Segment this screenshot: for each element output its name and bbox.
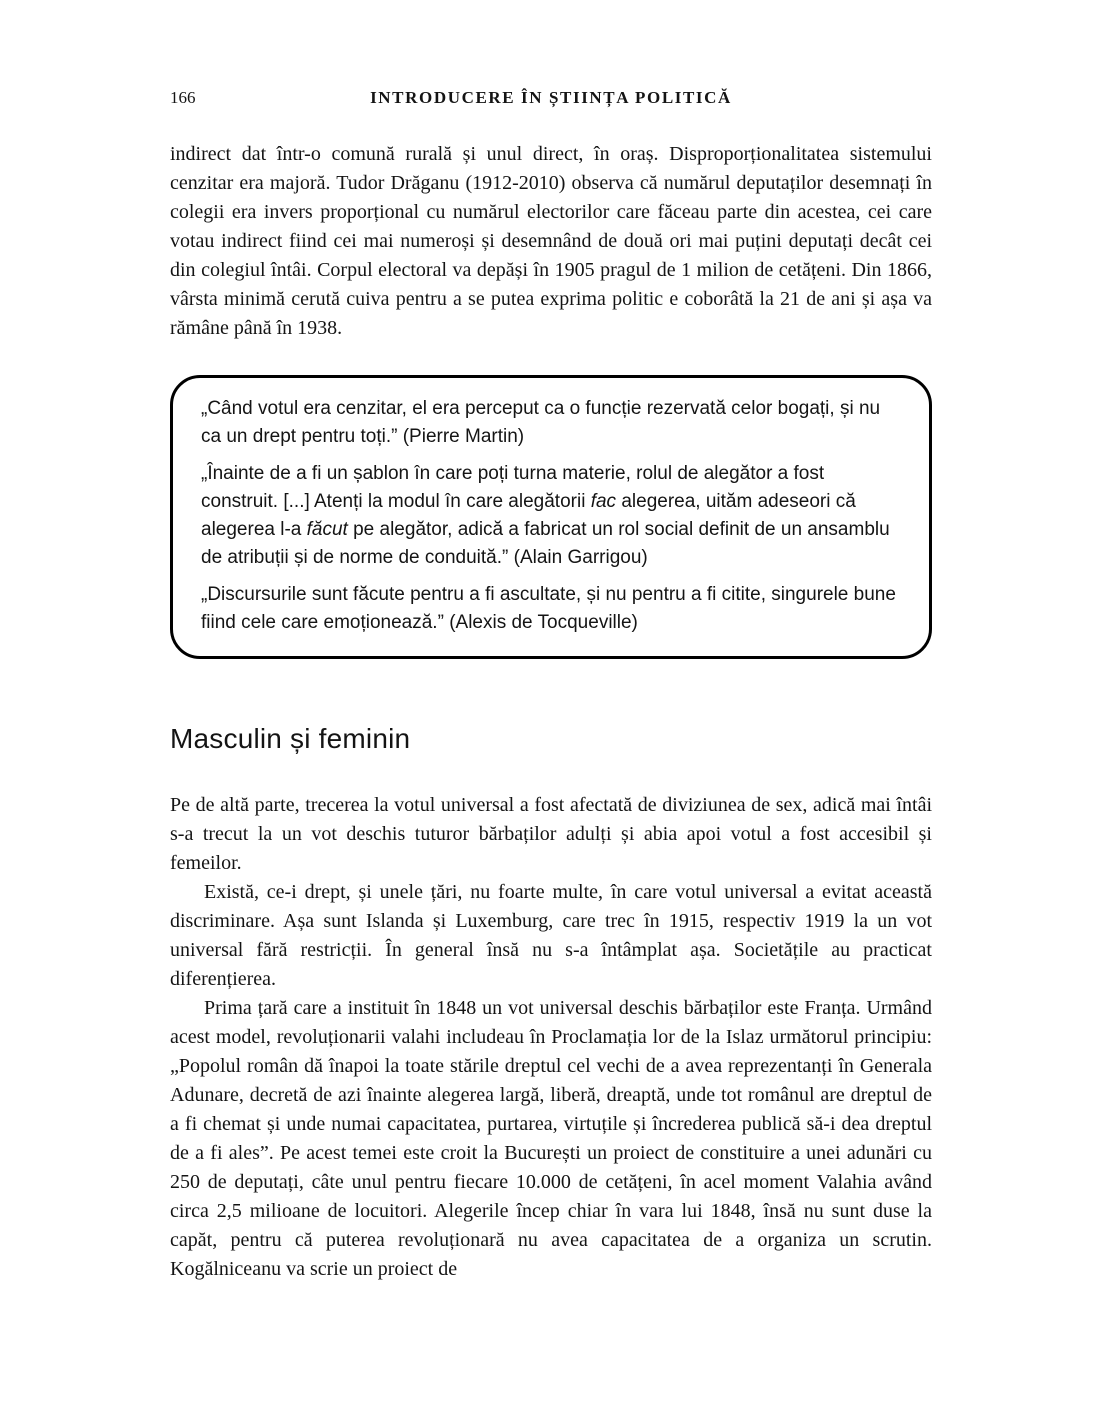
page-number: 166	[170, 88, 196, 107]
section-body	[170, 791, 932, 1284]
paragraph-intro: indirect dat într-o comună rurală și unul direct, în oraș. Disproporționalitatea sistemului cenzitar era majoră. Tudor Drăganu (1912-2010) observa că numărul deputaților desemnați în colegii era invers proporțional cu numărul electorilor care făceau parte din acestea, cei care votau indirect fiind cei mai numeroși și desemnând de două ori mai puțini deputați decât cei din colegiul întâi. Corpul electoral va depăși în 1905 pragul de 1 milion de cetățeni. Din 1866, vârsta minimă cerută cuiva pentru a se putea exprima politic e coborâtă la 21 de ani și așa va rămâne până în 1938.	[170, 143, 932, 339]
quote-text-segment: alegerea, uităm adeseori că alegerea l-a	[201, 491, 856, 540]
quote-tocqueville: „Discursurile sunt făcute pentru a fi ascultate, și nu pentru a fi citite, singurele bune fiind cele care emoționează.” (Alexis de Tocqueville)	[201, 584, 896, 633]
paragraph: Prima țară care a instituit în 1848 un vot universal deschis bărbaților este Franța. Urmând acest model, revoluționarii valahi includeau în Proclamația lor de la Islaz următorul principiu: „Popolul român dă înapoi la toate stările dreptul cel vechi de a avea reprezentanți în Generala Adunare, decretă de azi înainte alegerea largă, liberă, dreaptă, unde tot românul are dreptul de a fi chemat și unde numai capacitatea, purtarea, virtuțile și încrederea publică să-i dea dreptul de a fi ales”. Pe acest temei este croit la București un proiect de constituire a unei adunări cu 250 de deputați, câte unul pentru fiecare 10.000 de cetățeni, în acel moment Valahia având circa 2,5 milioane de locuitori. Alegerile încep chiar în vara lui 1848, însă nu sunt duse la capăt, pentru că puterea revoluționară nu avea capacitatea de a organiza un scrutin. Kogălniceanu va scrie un proiect de	[170, 997, 932, 1280]
quote-alain-garrigou	[201, 460, 903, 572]
paragraph: Există, ce-i drept, și unele țări, nu foarte multe, în care votul universal a evitat această discriminare. Așa sunt Islanda și Luxemburg, care trec în 1915, respectiv 1919 la un vot universal fără restricții. În general însă nu s-a întâmplat așa. Societățile au practicat diferențierea.	[170, 881, 932, 990]
quote-italic-word: fac	[590, 491, 617, 512]
quote-box	[170, 375, 932, 659]
page-header	[170, 88, 932, 112]
section-heading: Masculin și feminin	[170, 723, 411, 754]
quote-text-segment: „Înainte de a fi un șablon în care poți turna materie, rolul de alegător a fost construit. [...] Atenți la modul în care alegătorii	[201, 463, 825, 512]
paragraph: Pe de altă parte, trecerea la votul universal a fost afectată de diviziunea de sex, adică mai întâi s-a trecut la un vot deschis tuturor bărbaților adulți și abia apoi votul a fost accesibil și femeilor.	[170, 794, 932, 874]
running-title: INTRODUCERE ÎN ȘTIINȚA POLITICĂ	[370, 88, 732, 107]
quote-italic-word: făcut	[306, 519, 348, 540]
quote-pierre-martin: „Când votul era cenzitar, el era perceput ca o funcție rezervată celor bogați, și nu ca un drept pentru toți.” (Pierre Martin)	[201, 398, 881, 447]
quote-text-segment: pe alegător, adică a fabricat un rol social definit de un ansamblu de atribuții și de norme de conduită.” (Alain Garrigou)	[201, 519, 890, 568]
